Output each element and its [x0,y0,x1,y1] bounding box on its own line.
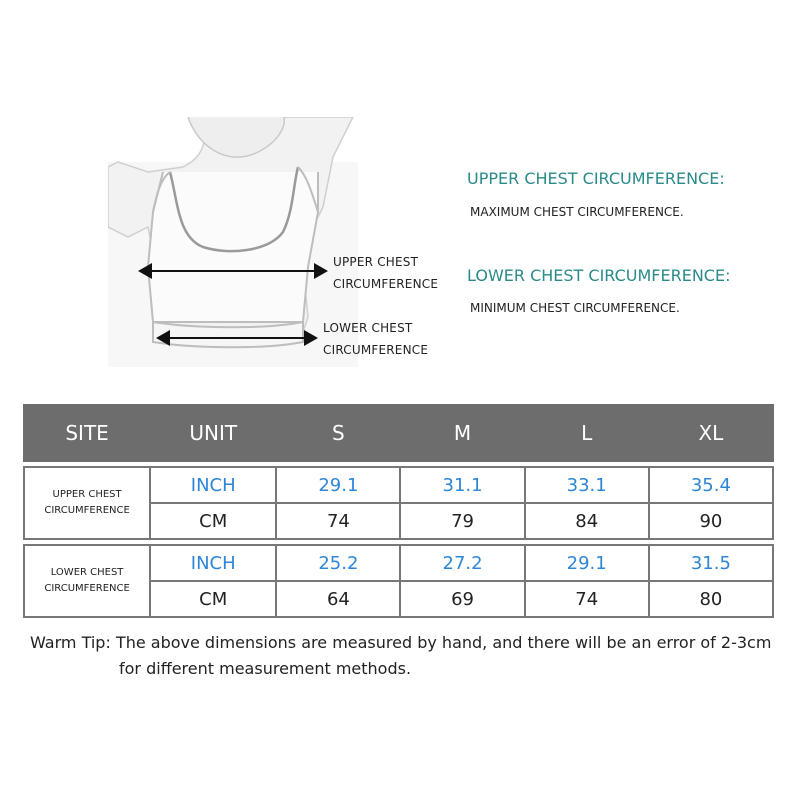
table-cell: 29.1 [525,545,649,581]
site-upper-chest: UPPER CHEST CIRCUMFERENCE [24,467,150,539]
table-header-row [24,405,773,461]
lower-chest-definition-title: LOWER CHEST CIRCUMFERENCE: [467,266,731,285]
table-cell: 35.4 [649,467,773,503]
upper-chest-figure-label: UPPER CHEST CIRCUMFERENCE [333,255,439,291]
header-size-xl: XL [649,405,773,461]
header-site: SITE [24,405,150,461]
table-cell: 74 [525,581,649,617]
table-cell: 33.1 [525,467,649,503]
header-unit: UNIT [150,405,276,461]
table-cell: 80 [649,581,773,617]
table-cell: 31.5 [649,545,773,581]
table-row [24,467,773,503]
table-cell: 31.1 [400,467,524,503]
table-cell: 84 [525,503,649,539]
upper-chest-definition-title: UPPER CHEST CIRCUMFERENCE: [467,169,725,188]
unit-cm: CM [150,503,276,539]
table-cell: 69 [400,581,524,617]
table-cell: 90 [649,503,773,539]
warm-tip-line-1: Warm Tip: The above dimensions are measured by hand, and there will be an error of 2-3cm [30,633,772,652]
site-lower-chest: LOWER CHEST CIRCUMFERENCE [24,545,150,617]
header-size-l: L [525,405,649,461]
table-cell: 79 [400,503,524,539]
warm-tip-note [30,630,790,682]
table-cell: 27.2 [400,545,524,581]
table-row [24,545,773,581]
warm-tip-line-2: for different measurement methods. [119,659,412,678]
garment-figure [108,117,358,367]
table-cell: 29.1 [276,467,400,503]
sports-bra-sketch [108,117,358,367]
upper-chest-definition-text: MAXIMUM CHEST CIRCUMFERENCE. [470,205,684,219]
table-cell: 74 [276,503,400,539]
unit-cm: CM [150,581,276,617]
unit-inch: INCH [150,467,276,503]
lower-chest-definition-text: MINIMUM CHEST CIRCUMFERENCE. [470,301,680,315]
header-size-m: M [400,405,524,461]
unit-inch: INCH [150,545,276,581]
size-chart-table [23,404,774,618]
header-size-s: S [276,405,400,461]
table-cell: 64 [276,581,400,617]
lower-chest-figure-label: LOWER CHEST CIRCUMFERENCE [323,321,429,357]
table-cell: 25.2 [276,545,400,581]
